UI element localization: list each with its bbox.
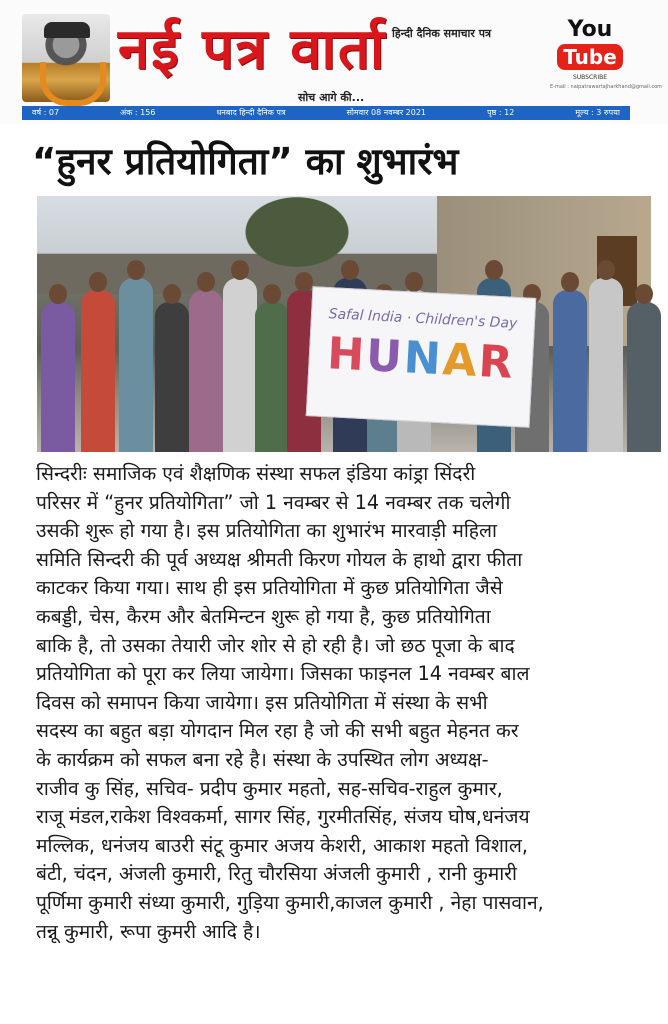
banner-letter: N — [402, 332, 444, 386]
article-line: बाकि है, तो उसका तेयारी जोर शोर से हो रही है। जो छठ पूजा के बाद — [36, 633, 515, 657]
person-head — [341, 260, 359, 280]
person-head — [485, 260, 503, 280]
person-figure — [627, 302, 661, 452]
person-head — [405, 272, 423, 292]
article-line: मल्लिक, धनंजय बाउरी संटू कुमार अजय केशरी, आकाश महतो विशाल, — [36, 833, 528, 857]
person-head — [635, 284, 653, 304]
info-ank: अंक : 156 — [120, 108, 156, 117]
contact-email: E-mail : naipatrawartajharkhand@gmail.com — [550, 84, 663, 90]
article-headline: “हुनर प्रतियोगिता” का शुभारंभ — [32, 140, 459, 183]
article-line: सिन्दरीः समाजिक एवं शैक्षणिक संस्था सफल इंडिया कांड्रा सिंदरी — [36, 462, 476, 485]
person-figure — [119, 278, 153, 452]
info-edition: धनबाद हिन्दी दैनिक पत्र — [216, 108, 286, 117]
garland-shape — [40, 62, 106, 106]
person-head — [263, 284, 281, 304]
banner-letter: H — [326, 328, 368, 382]
person-figure — [553, 290, 587, 452]
banner-letter: U — [364, 330, 406, 384]
hunar-banner — [306, 286, 536, 428]
article-photo — [37, 196, 651, 452]
youtube-you-text: You — [567, 17, 613, 42]
person-figure — [41, 302, 75, 452]
info-mulya: मूल्य : 3 रुपया — [575, 108, 620, 117]
article-line: समिति सिन्दरी की पूर्व अध्यक्ष श्रीमती किरण गोयल के हाथो द्वारा फीता — [36, 547, 523, 571]
person-head — [49, 284, 67, 304]
hat-shape — [44, 22, 90, 38]
person-head — [561, 272, 579, 292]
person-figure — [255, 302, 289, 452]
banner-letter: R — [477, 336, 516, 389]
person-head — [295, 272, 313, 292]
article-line: परिसर में “हुनर प्रतियोगिता” जो 1 नवम्बर से 14 नवम्बर तक चलेगी — [36, 490, 511, 514]
article-line: सदस्य का बहुत बड़ा योगदान मिल रहा है जो की सभी बहुत मेहनत कर — [36, 719, 519, 743]
person-head — [231, 260, 249, 280]
banner-big-text — [309, 327, 533, 390]
person-figure — [155, 302, 189, 452]
article-line: के कार्यक्रम को सफल बना रहे है। संस्था के उपस्थित लोग अध्यक्ष- — [36, 747, 489, 771]
person-figure — [81, 290, 115, 452]
article-line: उसकी शुरू हो गया है। इस प्रतियोगिता का शुभारंभ मारवाड़ी महिला — [36, 519, 497, 543]
paper-tagline: हिन्दी दैनिक समाचार पत्र — [392, 27, 492, 40]
article-line: काटकर किया गया। साथ ही इस प्रतियोगिता में कुछ प्रतियोगिता जैसे — [36, 576, 503, 600]
newspaper-title: नई पत्र वार्ता — [118, 17, 387, 82]
youtube-tube-text: Tube — [557, 44, 623, 70]
youtube-subscribe-text: SUBSCRIBE — [572, 74, 608, 81]
person-head — [89, 272, 107, 292]
article-line: पूर्णिमा कुमारी संध्या कुमारी, गुड़िया कुमारी,काजल कुमारी , नेहा पासवान, — [36, 890, 544, 914]
masthead — [0, 0, 668, 124]
banner-letter: A — [441, 334, 480, 387]
info-prishth: पृष्ठ : 12 — [487, 108, 515, 117]
edition-info-bar — [22, 106, 630, 120]
article-line: राजू मंडल,राकेश विश्वकर्मा, सागर सिंह, गुरमीतसिंह, संजय घोष,धनंजय — [36, 805, 530, 829]
founder-portrait — [22, 14, 110, 102]
info-varsh: वर्ष : 07 — [32, 108, 60, 117]
article-line: तन्नू कुमारी, रूपा कुमरी आदि है। — [36, 919, 261, 943]
banner-small-text: Safal India · Children's Day — [328, 306, 518, 332]
article-line: दिवस को समापन किया जायेगा। इस प्रतियोगिता में संस्था के सभी — [36, 690, 488, 714]
person-head — [163, 284, 181, 304]
person-figure — [189, 290, 223, 452]
youtube-logo[interactable] — [550, 17, 663, 102]
person-figure — [589, 278, 623, 452]
person-head — [197, 272, 215, 292]
article-line: बंटी, चंदन, अंजली कुमारी, रितु चौरसिया अंजली कुमारी , रानी कुमारी — [36, 862, 517, 886]
article-line: प्रतियोगिता को पूरा कर लिया जायेगा। जिसका फाइनल 14 नवम्बर बाल — [36, 662, 530, 686]
article-line: कबड्डी, चेस, कैरम और बेतमिन्टन शुरू हो गया है, कुछ प्रतियोगिता — [36, 604, 491, 628]
article-body — [36, 460, 652, 1018]
person-head — [127, 260, 145, 280]
person-head — [597, 260, 615, 280]
article-line: राजीव कु सिंह, सचिव- प्रदीप कुमार महतो, सह-सचिव-राहुल कुमार, — [36, 776, 503, 800]
info-date: सोमवार 08 नवम्बर 2021 — [346, 108, 427, 117]
slogan: सोच आगे की... — [298, 91, 365, 104]
person-figure — [223, 278, 257, 452]
